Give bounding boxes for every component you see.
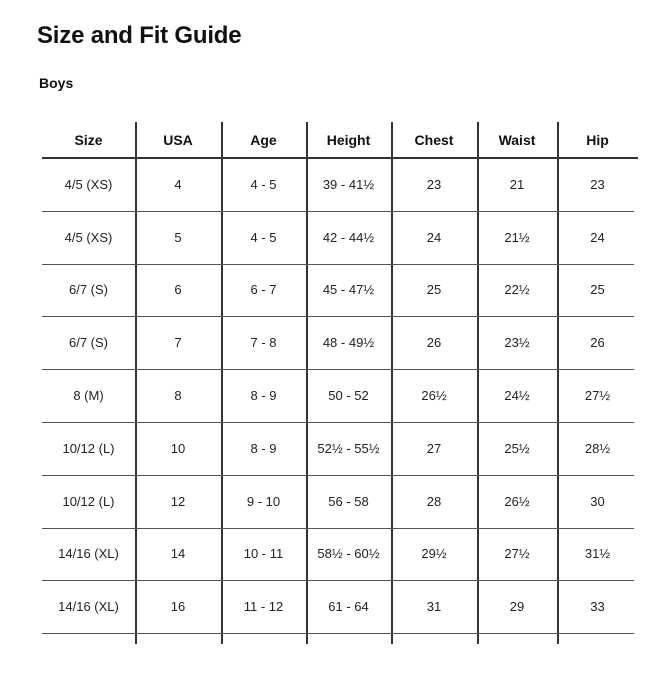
column-header-height: Height [326, 131, 371, 148]
page-title: Size and Fit Guide [37, 22, 242, 49]
table-cell-chest: 26½ [421, 388, 447, 404]
table-cell-usa: 4 [174, 176, 182, 192]
table-cell-hip: 25 [590, 282, 605, 298]
column-header-usa: USA [163, 131, 193, 148]
table-cell-chest: 23 [426, 176, 442, 192]
table-cell-size: 4/5 (XS) [64, 229, 113, 245]
table-cell-usa: 14 [170, 546, 186, 562]
table-cell-usa: 16 [170, 599, 186, 615]
table-cell-age: 7 - 8 [250, 335, 277, 351]
table-cell-size: 6/7 (S) [68, 282, 108, 298]
table-cell-usa: 5 [174, 229, 182, 245]
table-cell-usa: 10 [170, 440, 186, 456]
table-cell-size: 14/16 (XL) [58, 599, 119, 615]
table-cell-height: 42 - 44½ [322, 229, 375, 245]
table-cell-age: 10 - 11 [243, 546, 284, 562]
section-title: Boys [39, 75, 74, 91]
column-header-chest: Chest [414, 131, 454, 148]
table-cell-hip: 26 [590, 335, 605, 351]
table-cell-height: 39 - 41½ [322, 176, 375, 192]
table-cell-hip: 28½ [584, 440, 611, 456]
table-cell-hip: 24 [590, 229, 605, 245]
column-header-hip: Hip [586, 131, 609, 148]
table-cell-height: 61 - 64 [328, 599, 369, 615]
table-cell-hip: 31½ [584, 546, 611, 562]
table-cell-waist: 24½ [504, 388, 530, 404]
table-cell-age: 6 - 7 [250, 282, 277, 298]
table-cell-waist: 22½ [504, 282, 530, 298]
table-cell-age: 8 - 9 [250, 440, 277, 456]
table-cell-chest: 31 [426, 599, 442, 615]
size-table [42, 122, 638, 644]
table-cell-waist: 27½ [504, 546, 530, 562]
table-cell-usa: 12 [170, 493, 186, 509]
table-cell-usa: 6 [174, 282, 182, 298]
table-cell-waist: 26½ [504, 493, 530, 509]
table-cell-waist: 21½ [504, 229, 530, 245]
table-cell-size: 14/16 (XL) [58, 546, 119, 562]
table-cell-usa: 7 [174, 335, 182, 351]
table-cell-chest: 26 [426, 335, 442, 351]
table-cell-chest: 28 [426, 493, 442, 509]
column-header-waist: Waist [498, 131, 536, 148]
table-cell-chest: 25 [426, 282, 442, 298]
table-cell-age: 9 - 10 [246, 493, 281, 509]
table-cell-size: 6/7 (S) [68, 335, 108, 351]
table-cell-usa: 8 [174, 388, 182, 404]
table-cell-age: 4 - 5 [250, 229, 277, 245]
table-cell-height: 50 - 52 [328, 388, 369, 404]
table-cell-waist: 29 [509, 599, 525, 615]
table-cell-waist: 21 [509, 176, 525, 192]
table-cell-hip: 30 [590, 493, 605, 509]
table-cell-height: 45 - 47½ [322, 282, 375, 298]
table-cell-waist: 25½ [504, 440, 530, 456]
table-cell-height: 48 - 49½ [322, 335, 375, 351]
table-cell-height: 52½ - 55½ [317, 440, 380, 456]
column-header-age: Age [250, 131, 277, 148]
table-cell-hip: 33 [590, 599, 605, 615]
table-cell-height: 56 - 58 [328, 493, 369, 509]
table-cell-chest: 27 [426, 440, 442, 456]
table-cell-height: 58½ - 60½ [317, 546, 380, 562]
row-divider [42, 633, 634, 634]
table-cell-chest: 24 [426, 229, 442, 245]
table-cell-age: 4 - 5 [250, 176, 277, 192]
table-cell-size: 4/5 (XS) [64, 176, 113, 192]
table-cell-size: 8 (M) [73, 388, 104, 404]
table-cell-hip: 23 [590, 176, 605, 192]
table-cell-chest: 29½ [421, 546, 447, 562]
table-cell-waist: 23½ [504, 335, 530, 351]
table-cell-age: 11 - 12 [243, 599, 284, 615]
table-cell-hip: 27½ [584, 388, 611, 404]
column-header-size: Size [74, 131, 103, 148]
table-cell-size: 10/12 (L) [62, 493, 115, 509]
table-cell-age: 8 - 9 [250, 388, 277, 404]
table-cell-size: 10/12 (L) [62, 440, 115, 456]
